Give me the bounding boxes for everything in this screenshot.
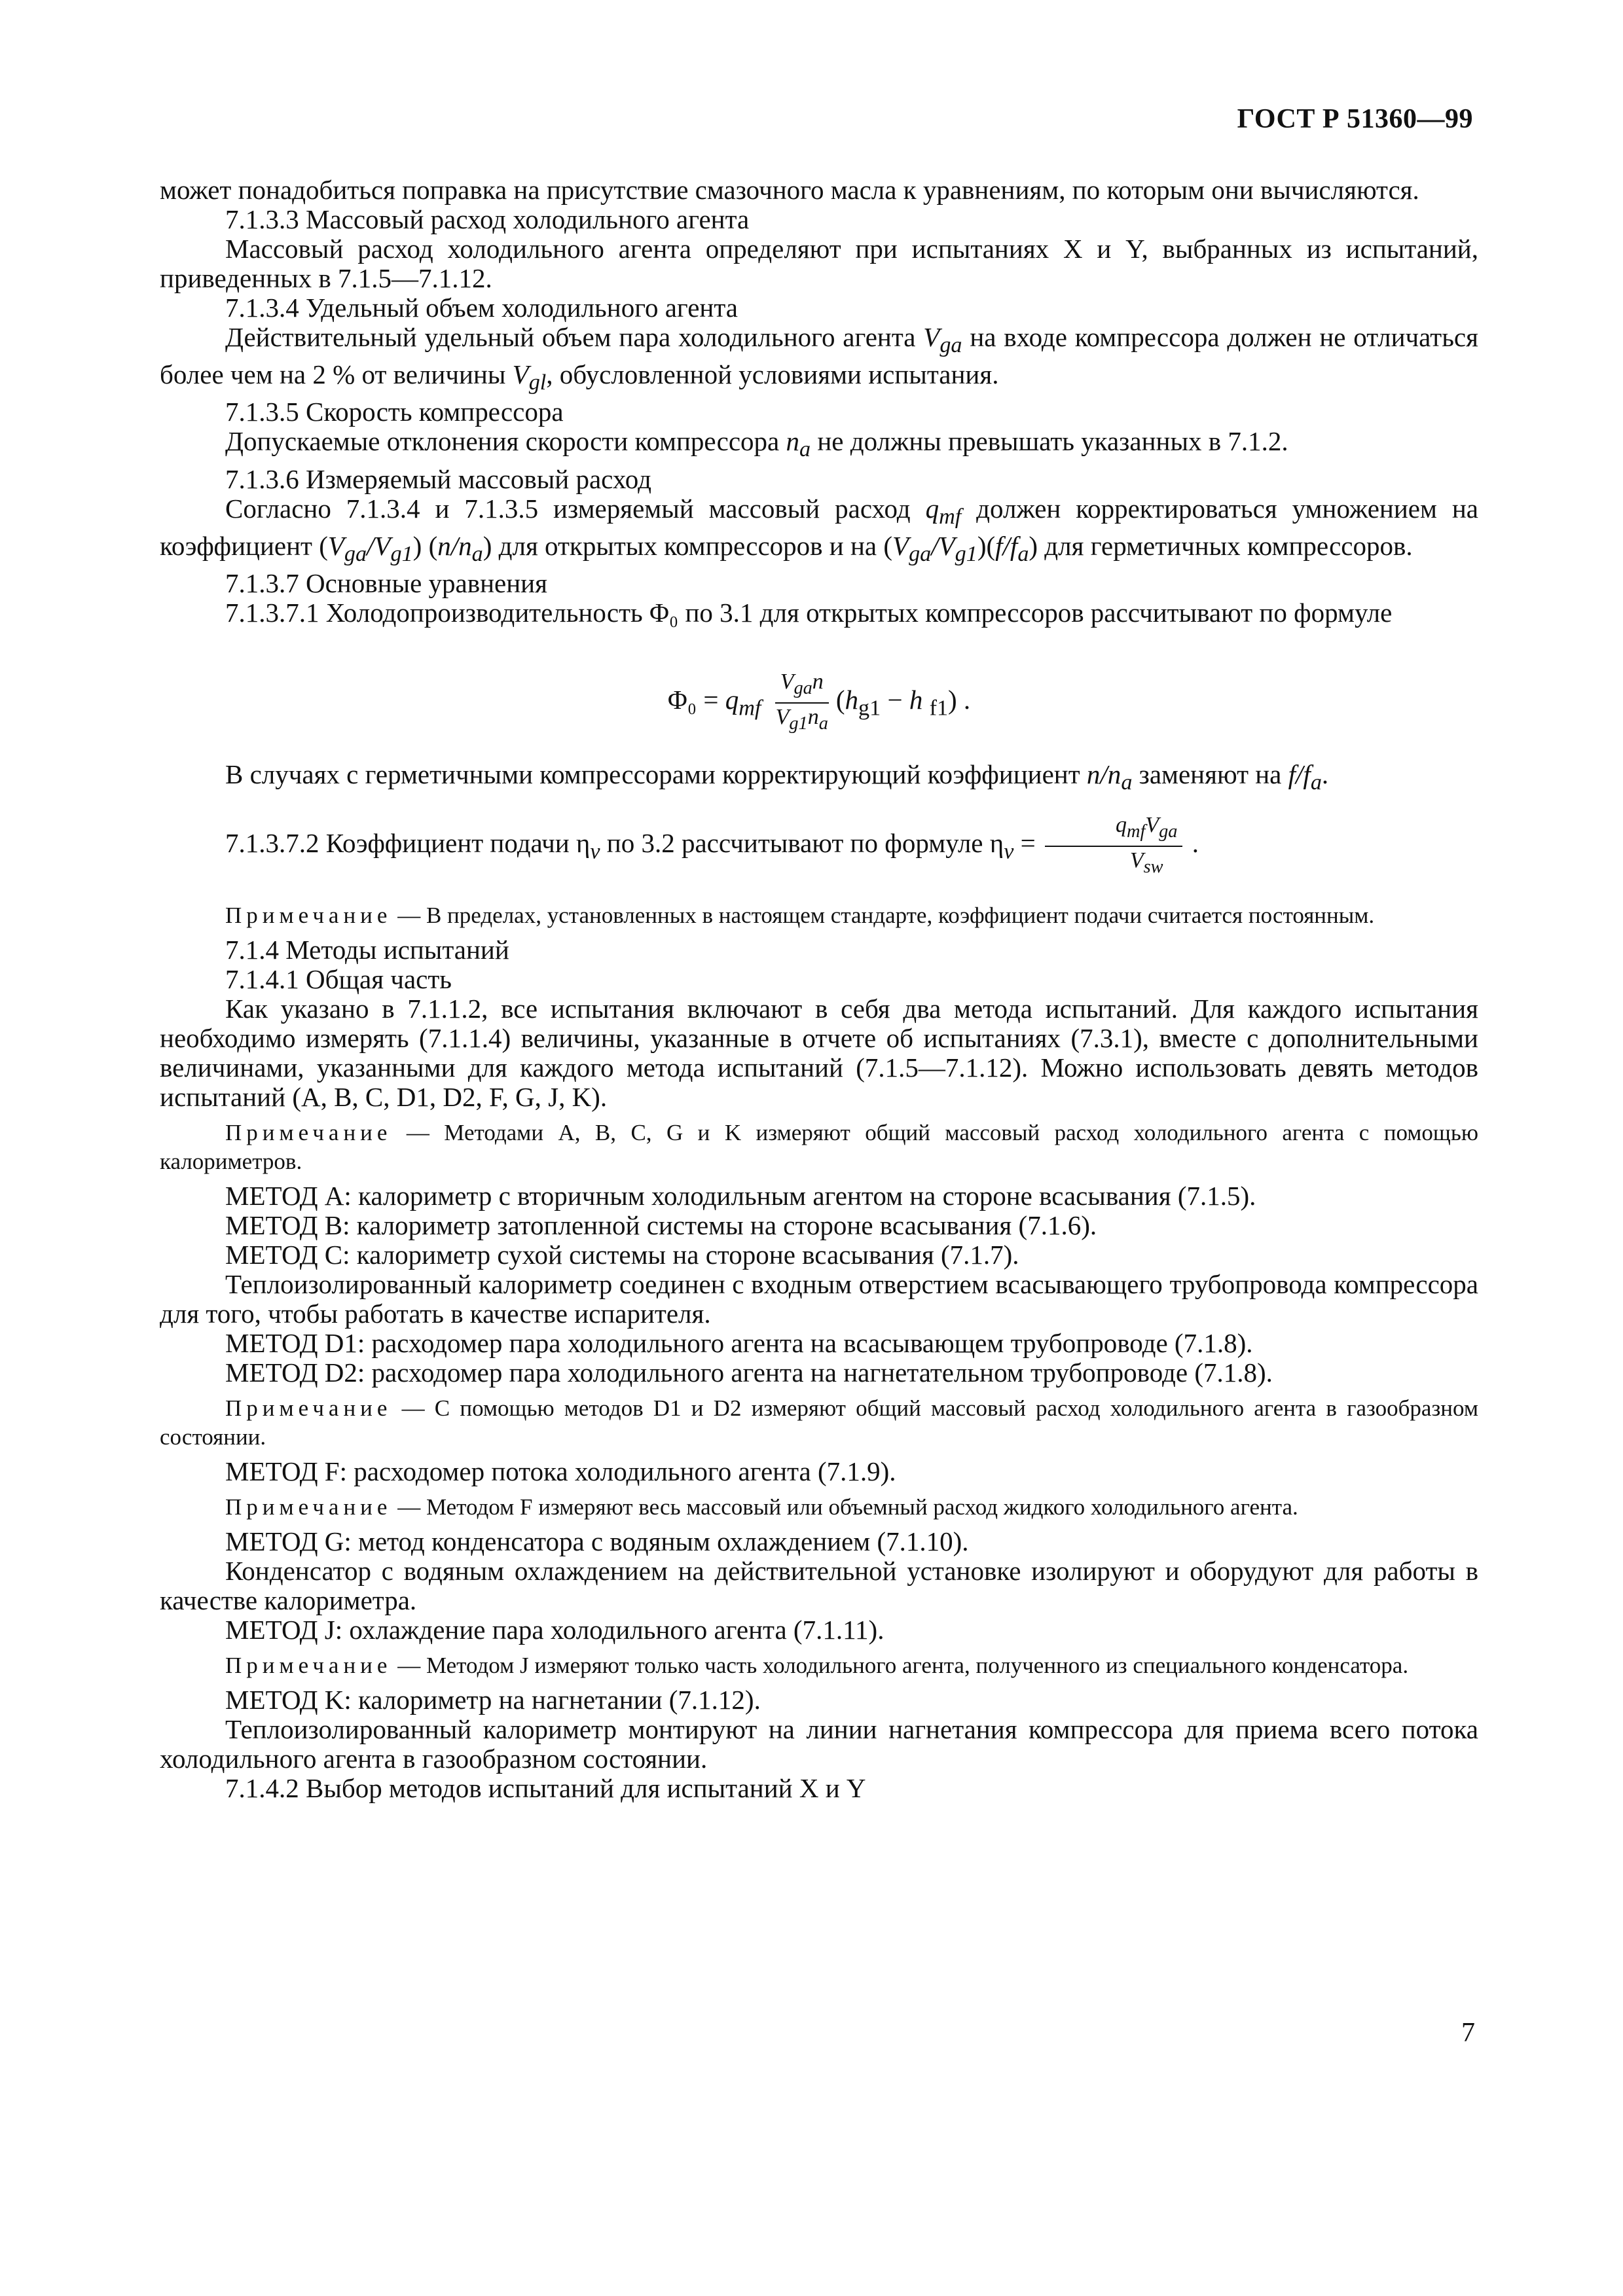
section-7-1-3-4-text: Действительный удельный объем пара холодильного агента $V_{ga}$ на входе компрессора должен не отличаться более чем на 2 % от величины $V_{gl}$, обусловленной условиями испытания. xyxy=(160,322,1478,395)
formula-volumetric-efficiency: $\frac{q_{mf}V_{ga}}{V_{sw}}$ xyxy=(1045,813,1182,880)
section-7-1-3-5-title: 7.1.3.5 Скорость компрессора xyxy=(225,397,564,427)
method-c: МЕТОД C: калориметр сухой системы на стороне всасывания (7.1.7). xyxy=(225,1240,1019,1270)
document-header: ГОСТ Р 51360—99 xyxy=(1237,104,1473,134)
method-d2: МЕТОД D2: расходомер пара холодильного агента на нагнетательном трубопроводе (7.1.8). xyxy=(225,1357,1273,1388)
section-7-1-3-5-text: Допускаемые отклонения скорости компрессора $n_a$ не должны превышать указанных в 7.1.2. xyxy=(225,426,1288,462)
page-body xyxy=(160,175,1478,1803)
method-j: МЕТОД J: охлаждение пара холодильного агента (7.1.11). xyxy=(225,1615,884,1645)
note-4: Примечание — Методом F измеряют весь массовый или объемный расход жидкого холодильного агента. xyxy=(225,1494,1298,1520)
section-7-1-4-2-title: 7.1.4.2 Выбор методов испытаний для испытаний X и Y xyxy=(225,1773,866,1804)
method-d1: МЕТОД D1: расходомер пара холодильного агента на всасывающем трубопроводе (7.1.8). xyxy=(225,1328,1253,1359)
method-a: МЕТОД A: калориметр с вторичным холодильным агентом на стороне всасывания (7.1.5). xyxy=(225,1181,1256,1211)
method-k: МЕТОД K: калориметр на нагнетании (7.1.12). xyxy=(225,1685,761,1715)
method-k-text: Теплоизолированный калориметр монтируют на линии нагнетания компрессора для приема всего потока холодильного агента в газообразном состоянии. xyxy=(160,1714,1478,1774)
note-1: Примечание — В пределах, установленных в настоящем стандарте, коэффициент подачи считается постоянным. xyxy=(225,903,1375,929)
paragraph-continuation: может понадобиться поправка на присутствие смазочного масла к уравнениям, по которым они вычисляются. xyxy=(160,175,1419,205)
page-number: 7 xyxy=(1461,2018,1475,2048)
note-3: Примечание — С помощью методов D1 и D2 измеряют общий массовый расход холодильного агента в газообразном состоянии. xyxy=(160,1395,1478,1450)
section-7-1-4-title: 7.1.4 Методы испытаний xyxy=(225,935,509,965)
note-5: Примечание — Методом J измеряют только часть холодильного агента, полученного из специального конденсатора. xyxy=(225,1653,1409,1679)
method-c-text: Теплоизолированный калориметр соединен с входным отверстием всасывающего трубопровода компрессора для того, чтобы работать в качестве испарителя. xyxy=(160,1269,1478,1329)
section-7-1-3-7-1-text: 7.1.3.7.1 Холодопроизводительность Φ₀ по 3.1 для открытых компрессоров рассчитывают по формуле xyxy=(225,597,1393,628)
section-7-1-3-3-text: Массовый расход холодильного агента определяют при испытаниях X и Y, выбранных из испытаний, приведенных в 7.1.5—7.1.12. xyxy=(160,234,1478,293)
section-7-1-3-7-title: 7.1.3.7 Основные уравнения xyxy=(225,567,547,598)
method-g-text: Конденсатор с водяным охлаждением на действительной установке изолируют и оборудуют для работы в качестве калориметра. xyxy=(160,1556,1478,1616)
section-7-1-4-1-text: Как указано в 7.1.1.2, все испытания включают в себя два метода испытаний. Для каждого испытания необходимо измерять (7.1.1.4) величины, указанные в отчете об испытаниях (7.3.1), вместе с дополнительными величинами, указанными для каждого метода испытаний (7.1.5—7.1.12). Можно использовать девять методов испытаний (A, B, C, D1, D2, F, G, J, K). xyxy=(160,994,1478,1113)
method-g: МЕТОД G: метод конденсатора с водяным охлаждением (7.1.10). xyxy=(225,1526,969,1557)
method-b: МЕТОД B: калориметр затопленной системы на стороне всасывания (7.1.6). xyxy=(225,1210,1097,1241)
formula-cooling-capacity: $\Phi_0 = q_{mf}$ $\frac{V_{ga}n}{V_{g1}n_a}$ ($h_{g1} - h$ $_{f1}$) . xyxy=(667,669,971,734)
note-2: Примечание — Методами A, B, C, G и K измеряют общий массовый расход холодильного агента с помощью калориметров. xyxy=(160,1120,1478,1175)
section-7-1-3-3-title: 7.1.3.3 Массовый расход холодильного агента xyxy=(225,204,750,234)
method-f: МЕТОД F: расходомер потока холодильного агента (7.1.9). xyxy=(225,1456,896,1487)
section-7-1-3-6-text: Согласно 7.1.3.4 и 7.1.3.5 измеряемый массовый расход $q_{mf}$ должен корректироваться умножением на коэффициент $(V_{ga}/V_{g1})$ $(n/n_a)$ для открытых компрессоров и на $(V_{ga}/V_{g1})(f/f_a)$ для герметичных компрессоров. xyxy=(160,493,1478,566)
section-7-1-3-4-title: 7.1.3.4 Удельный объем холодильного агента xyxy=(225,293,738,323)
section-7-1-4-1-title: 7.1.4.1 Общая часть xyxy=(225,964,452,995)
section-7-1-3-7-2-text: 7.1.3.7.2 Коэффициент подачи $\eta_v$ по 3.2 рассчитывают по формуле $\eta_v$ = $\frac{q_{mf}V_{ga}}{V_{sw}}$ . xyxy=(160,813,1478,880)
section-7-1-3-6-title: 7.1.3.6 Измеряемый массовый расход xyxy=(225,463,651,494)
hermetic-note-text: В случаях с герметичными компрессорами корректирующий коэффициент $n/n_a$ заменяют на $f/f_a$. xyxy=(225,759,1329,795)
